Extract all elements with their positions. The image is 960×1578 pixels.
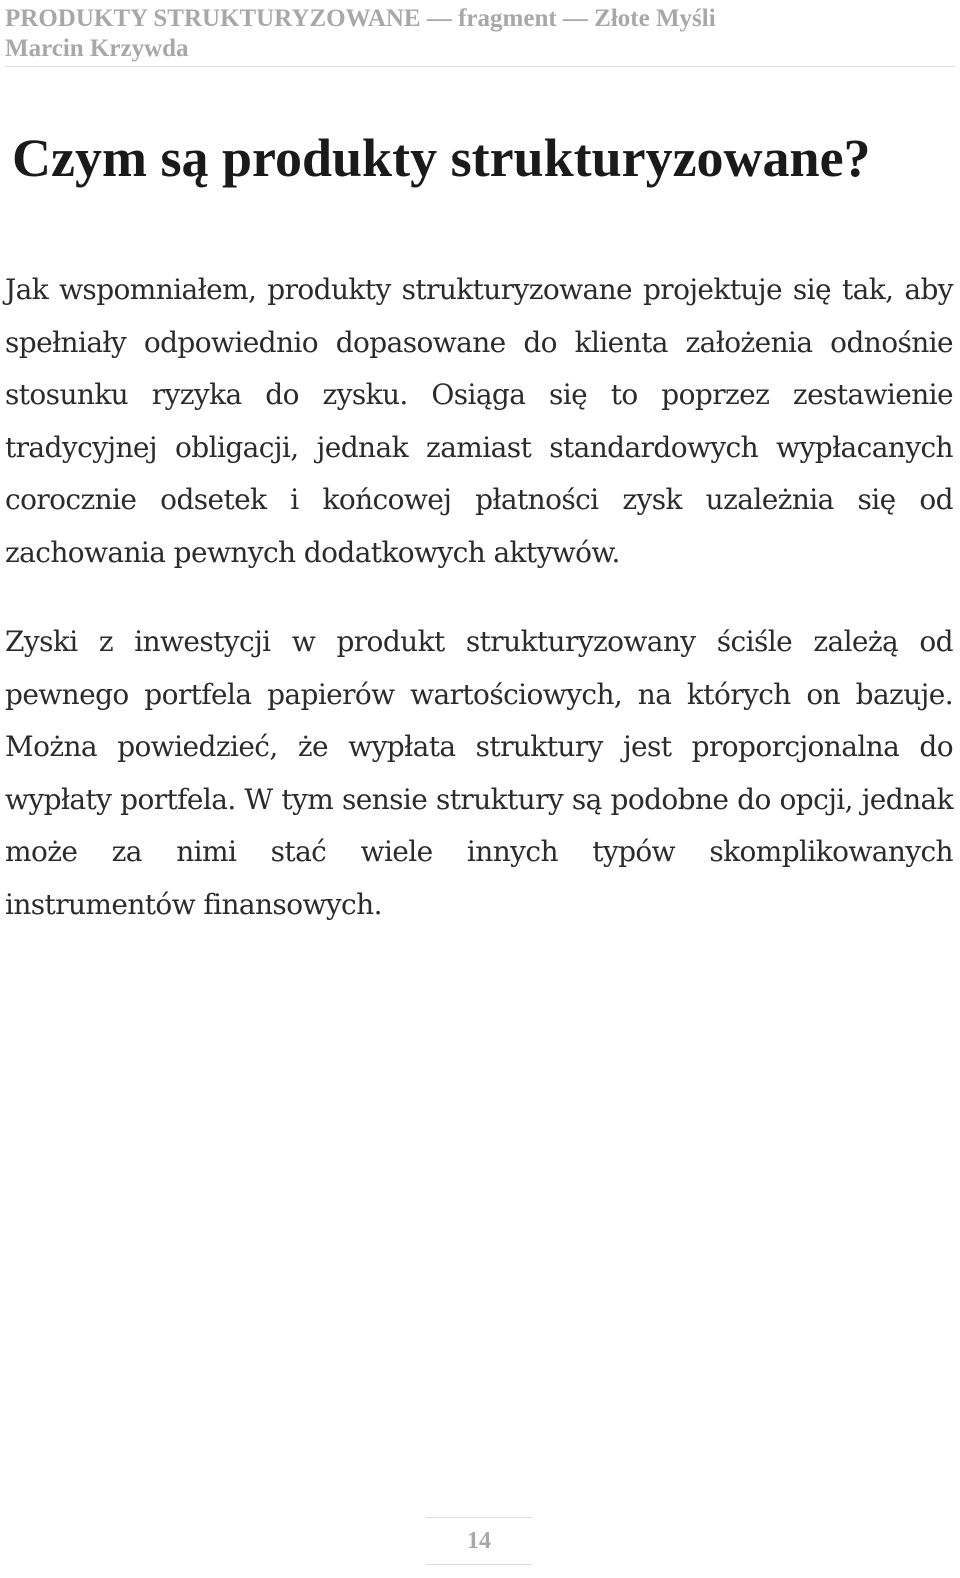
body-paragraph-1: Jak wspomniałem, produkty strukturyzowane projektuje się tak, aby spełniały odpowiednio dopasowane do klienta założenia odnośnie stosunku ryzyka do zysku. Osiąga się to poprzez zestawienie tradycyjnej obligacji, jednak zamiast standardowych wypłacanych corocznie odsetek i końcowej płatności zysk uzależnia się od zachowania pewnych dodatkowych aktywów. — [5, 273, 953, 569]
page-footer — [426, 1517, 532, 1565]
running-header — [5, 4, 955, 67]
page-title: Czym są produkty strukturyzowane? — [12, 128, 871, 188]
header-author-line: Marcin Krzywda — [5, 35, 189, 62]
body-paragraph-2: Zyski z inwestycji w produkt strukturyzowany ściśle zależą od pewnego portfela papierów wartościowych, na których on bazuje. Można powiedzieć, że wypłata struktury jest proporcjonalna do wypłaty portfela. W tym sensie struktury są podobne do opcji, jednak może za nimi stać wiele innych typów skomplikowanych instrumentów finansowych. — [5, 625, 953, 921]
page-number: 14 — [467, 1528, 491, 1554]
header-publication-line: PRODUKTY STRUKTURYZOWANE — fragment — Złote Myśli — [5, 5, 716, 32]
